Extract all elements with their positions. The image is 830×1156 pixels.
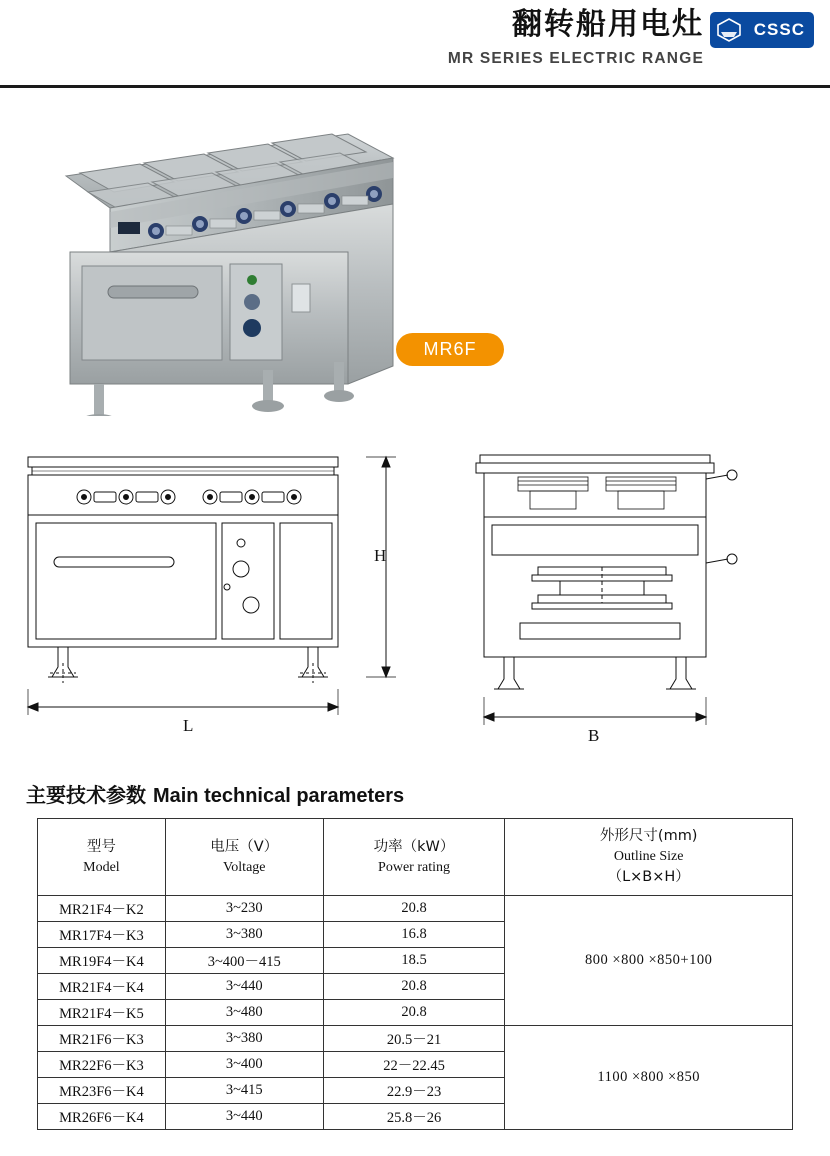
front-view-drawing [14, 439, 414, 769]
cell-voltage: 3~230 [165, 896, 323, 922]
params-heading [26, 779, 830, 808]
cell-voltage: 3~415 [165, 1078, 323, 1104]
params-heading-en: Main technical parameters [152, 785, 405, 807]
model-badge: MR6F [396, 333, 504, 366]
dimension-label-h: H [374, 546, 387, 565]
cell-model: MR21F4－K5 [38, 1000, 166, 1026]
cssc-logo [710, 12, 814, 48]
cell-model: MR21F6－K3 [38, 1026, 166, 1052]
header-voltage-cn: 电压（V） [210, 838, 279, 855]
header-voltage [165, 819, 323, 896]
header-model-cn: 型号 [86, 838, 116, 855]
cell-power: 20.5－21 [323, 1026, 505, 1052]
header-model-en: Model [83, 859, 120, 875]
header-size [505, 819, 793, 896]
header-size-cn: 外形尺寸(mm) [599, 828, 698, 844]
ship-hull-icon [716, 17, 742, 43]
cell-size-group-1: 800 ×800 ×850+100 [505, 896, 793, 1026]
table-row [38, 1026, 793, 1052]
table-header-row [38, 819, 793, 896]
cell-size-group-2: 1100 ×800 ×850 [505, 1026, 793, 1130]
page-title-cn: 翻转船用电灶 [512, 7, 704, 42]
header-power [323, 819, 505, 896]
cell-model: MR23F6－K4 [38, 1078, 166, 1104]
cell-voltage: 3~400－415 [165, 948, 323, 974]
cell-voltage: 3~480 [165, 1000, 323, 1026]
cell-voltage: 3~440 [165, 1104, 323, 1130]
side-view-drawing [460, 439, 820, 769]
dimension-label-b: B [588, 726, 600, 745]
cell-model: MR19F4－K4 [38, 948, 166, 974]
cell-voltage: 3~400 [165, 1052, 323, 1078]
cell-power: 20.8 [323, 896, 505, 922]
page-title-en: MR SERIES ELECTRIC RANGE [447, 49, 704, 67]
cell-voltage: 3~380 [165, 922, 323, 948]
technical-drawings [0, 433, 830, 773]
cell-model: MR17F4－K3 [38, 922, 166, 948]
page-header [0, 0, 830, 88]
cell-voltage: 3~440 [165, 974, 323, 1000]
header-voltage-en: Voltage [222, 859, 266, 875]
cell-power: 16.8 [323, 922, 505, 948]
header-size-en: Outline Size [613, 849, 684, 865]
cell-model: MR22F6－K3 [38, 1052, 166, 1078]
table-body [38, 896, 793, 1130]
cell-power: 22－22.45 [323, 1052, 505, 1078]
header-power-en: Power rating [378, 859, 450, 875]
cell-power: 20.8 [323, 974, 505, 1000]
cell-power: 22.9－23 [323, 1078, 505, 1104]
params-heading-cn: 主要技术参数 [26, 783, 146, 807]
cell-power: 25.8－26 [323, 1104, 505, 1130]
cell-power: 18.5 [323, 948, 505, 974]
product-photo [48, 116, 398, 416]
logo-text: CSSC [753, 20, 805, 39]
parameters-table [37, 818, 793, 1130]
product-photo-area [0, 88, 830, 433]
header-size-sub: （L×B×H） [607, 869, 690, 886]
header-power-cn: 功率（kW） [373, 838, 455, 855]
dimension-label-l: L [183, 716, 194, 735]
cell-model: MR21F4－K4 [38, 974, 166, 1000]
cell-model: MR21F4－K2 [38, 896, 166, 922]
header-titles [448, 8, 704, 68]
cell-model: MR26F6－K4 [38, 1104, 166, 1130]
cell-voltage: 3~380 [165, 1026, 323, 1052]
table-row [38, 896, 793, 922]
cell-power: 20.8 [323, 1000, 505, 1026]
header-model [38, 819, 166, 896]
